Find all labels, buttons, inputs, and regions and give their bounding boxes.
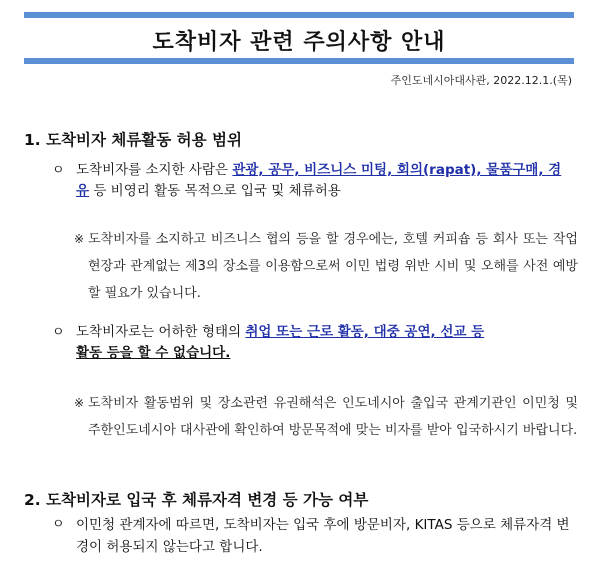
prohibited-activities-highlight: 취업 또는 근로 활동, 대중 공연, 선교 등 (245, 324, 485, 340)
note-text: 도착비자 활동범위 및 장소관련 유권해석은 인도네시아 출입국 관계기관인 이민청 및 주한인도네시아 대사관에 확인하여 방문목적에 맞는 비자를 받아 입국하시기 바랍니다. (88, 396, 578, 438)
note-business-meeting (74, 226, 578, 307)
bullet-mark: ㅇ (52, 517, 65, 532)
prohibition-statement: 활동 등을 할 수 없습니다. (76, 345, 231, 361)
bullet-lead-text: 도착비자를 소지한 사람은 (76, 162, 233, 178)
note-mark: ※ (74, 232, 85, 246)
note-mark: ※ (74, 396, 85, 410)
bullet-lead-text: 도착비자로는 어하한 형태의 (76, 324, 246, 340)
title-rule-bottom (24, 58, 574, 64)
note-interpretation (74, 390, 578, 444)
section-heading-1: 1. 도착비자 체류활동 허용 범위 (24, 131, 242, 149)
bullet-body (76, 322, 572, 364)
bullet-text: 이민청 관계자에 따르면, 도착비자는 입국 후에 방문비자, KITAS 등으로 체류자격 변경이 허용되지 않는다고 합니다. (76, 517, 570, 555)
section-heading-2: 2. 도착비자로 입국 후 체류자격 변경 등 가능 여부 (24, 491, 369, 509)
note-text: 도착비자를 소지하고 비즈니스 협의 등을 할 경우에는, 호텔 커피숍 등 회사 또는 작업 현장과 관계없는 제3의 장소를 이용함으로써 이민 법령 위반 시비 및 오해를 사전 예방할 필요가 있습니다. (88, 232, 578, 301)
title-rule-top (24, 12, 574, 18)
bullet-status-change (52, 514, 572, 558)
bullet-mark: ㅇ (52, 163, 65, 178)
title-bar (24, 12, 574, 64)
bullet-body (76, 160, 572, 202)
bullet-prohibited-activities (52, 322, 572, 364)
bullet-tail-text: 등 비영리 활동 목적으로 입국 및 체류허용 (89, 183, 341, 199)
bullet-allowed-activities (52, 160, 572, 202)
allowed-activities-highlight: 관광, 공무, 비즈니스 미팅, 회의(rapat), 물품구매, 경유 (76, 162, 562, 199)
issuer-date: 주인도네시아대사관, 2022.12.1.(목) (390, 74, 572, 87)
page-title: 도착비자 관련 주의사항 안내 (152, 30, 446, 55)
bullet-mark: ㅇ (52, 325, 65, 340)
